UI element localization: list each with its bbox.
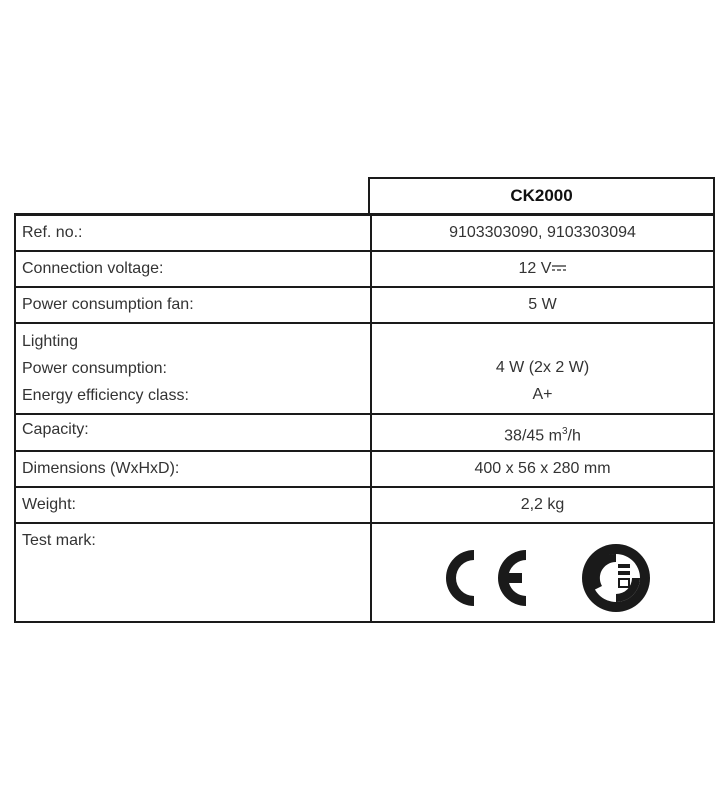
row-value: 5 W xyxy=(528,296,557,313)
row-label: Dimensions (WxHxD): xyxy=(16,452,372,486)
power-consumption-label: Power consumption: xyxy=(22,360,167,377)
row-value xyxy=(372,252,713,286)
table-header-row xyxy=(14,177,715,216)
voltage-value: 12 V xyxy=(518,260,552,277)
row-value: 400 x 56 x 280 mm xyxy=(474,460,611,477)
row-label: Ref. no.: xyxy=(16,216,372,250)
table-row xyxy=(14,288,715,324)
table-row xyxy=(14,216,715,252)
row-label: Weight: xyxy=(16,488,372,522)
un-mark-icon xyxy=(580,542,652,614)
table-row xyxy=(14,252,715,288)
model-header: CK2000 xyxy=(370,177,713,213)
row-value xyxy=(372,415,713,450)
row-label: Capacity: xyxy=(16,415,372,450)
table-row-lighting xyxy=(14,324,715,415)
ce-mark-icon xyxy=(434,546,530,610)
row-value xyxy=(372,524,713,621)
table-row xyxy=(14,488,715,524)
capacity-exponent: 3 xyxy=(561,425,568,437)
spec-table xyxy=(14,177,715,623)
energy-class-value: A+ xyxy=(532,386,553,403)
header-empty-cell xyxy=(14,177,370,213)
lighting-power-value: 4 W (2x 2 W) xyxy=(495,359,590,376)
energy-class-label: Energy efficiency class: xyxy=(22,387,189,404)
capacity-value: 38/45 m xyxy=(504,427,562,445)
row-label: Test mark: xyxy=(16,524,372,621)
table-row xyxy=(14,415,715,452)
table-row-test-mark xyxy=(14,524,715,623)
row-label: Power consumption fan: xyxy=(16,288,372,322)
row-label xyxy=(16,324,372,413)
row-value xyxy=(372,324,713,413)
lighting-label: Lighting xyxy=(22,333,79,350)
dc-current-icon xyxy=(552,264,566,272)
table-row xyxy=(14,452,715,488)
capacity-unit: /h xyxy=(567,427,581,445)
row-value: 9103303090, 9103303094 xyxy=(449,224,636,241)
row-label: Connection voltage: xyxy=(16,252,372,286)
row-value: 2,2 kg xyxy=(520,496,565,513)
